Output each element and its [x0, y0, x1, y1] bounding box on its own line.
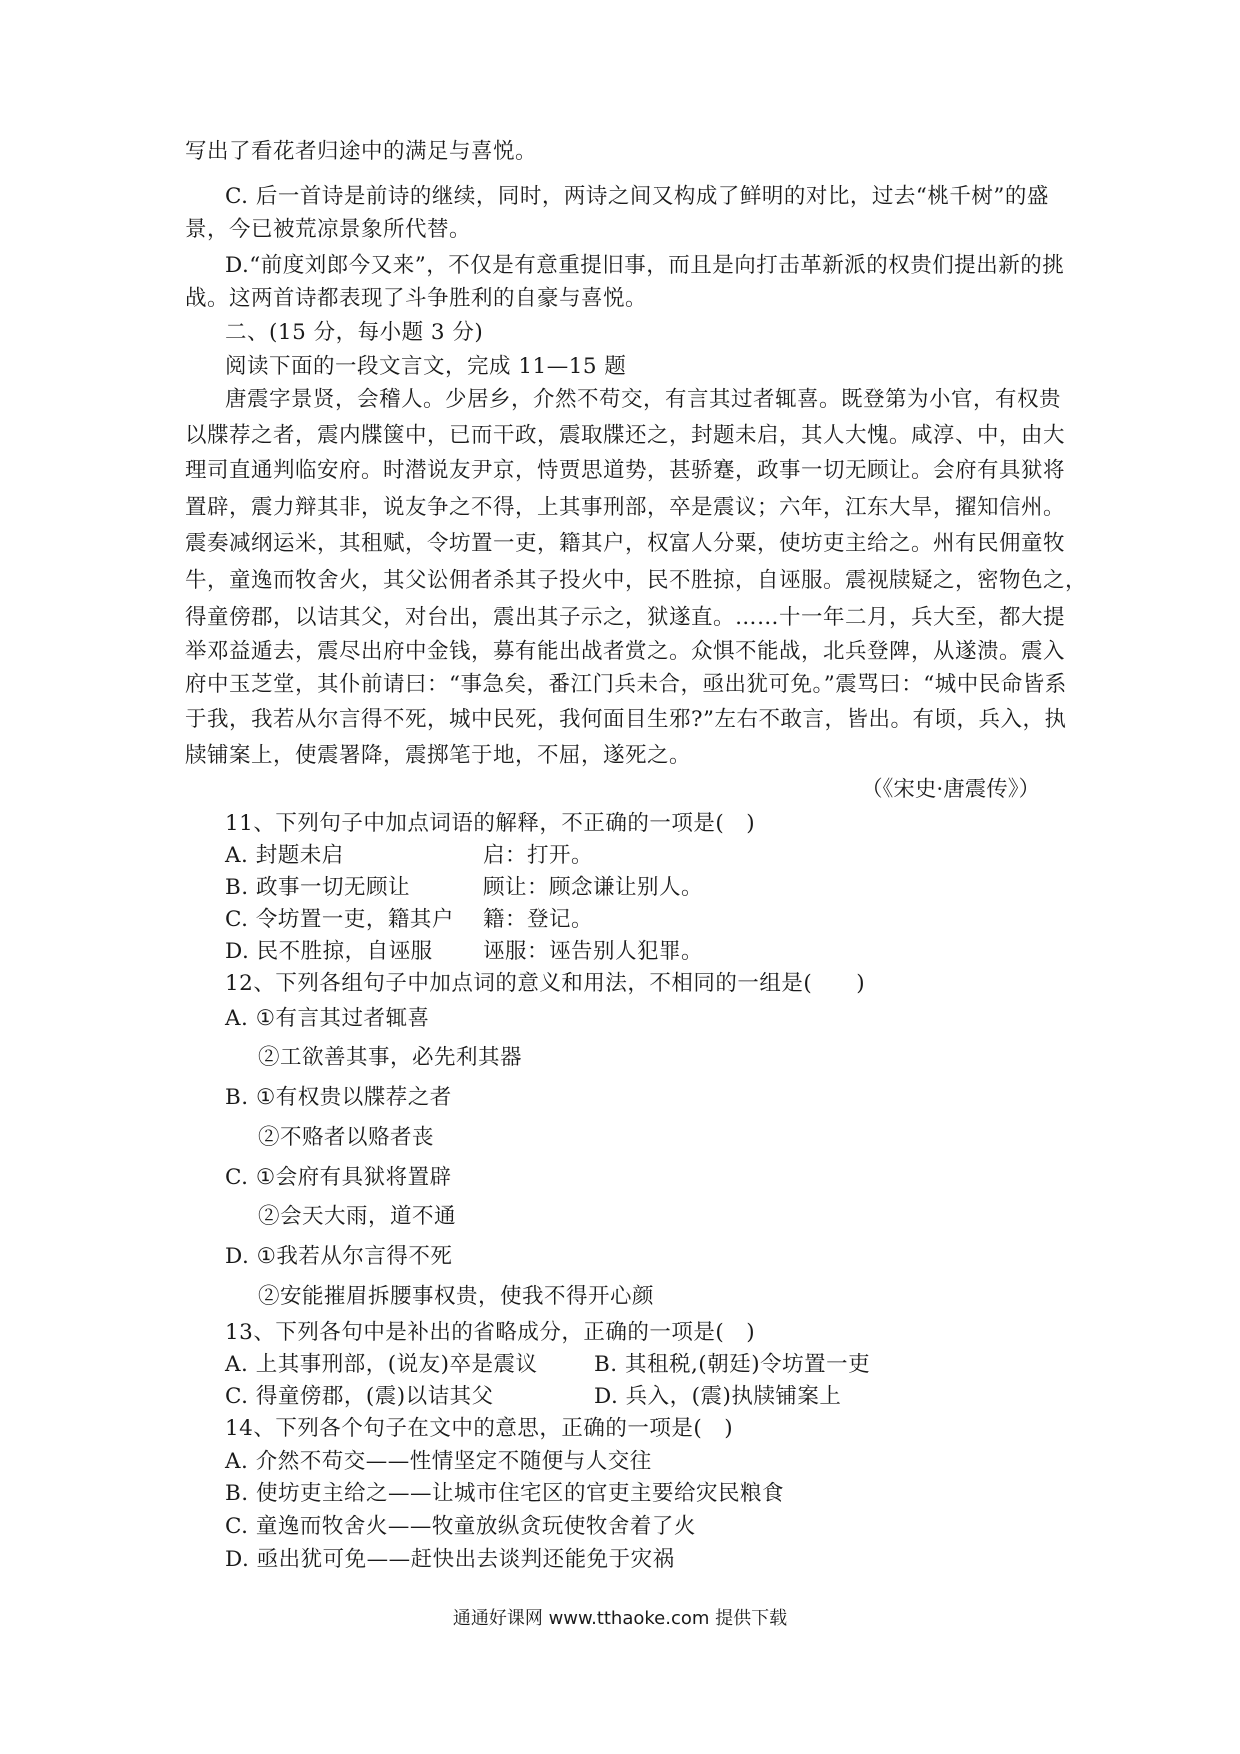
q13-option-c: C. 得童傍郡，(震)以诘其父 [225, 1384, 494, 1409]
q13-stem: 13、下列各句中是补出的省略成分，正确的一项是( ) [225, 1320, 756, 1345]
passage-line: 于我，我若从尔言得不死，城中民死，我何面目生邪?”左右不敢言，皆出。有顷，兵入，执 [185, 707, 1067, 732]
passage-line: 置辟，震力辩其非，说友争之不得，上其事刑部，卒是震议；六年，江东大旱，擢知信州。 [185, 495, 1066, 520]
section-heading: 二、(15 分，每小题 3 分) [225, 320, 484, 345]
q11-option-b-gloss: 顾让：顾念谦让别人。 [483, 875, 704, 900]
passage-source: （《宋史·唐震传》） [861, 777, 1040, 802]
q14-option-c: C. 童逸而牧舍火——牧童放纵贪玩使牧舍着了火 [225, 1514, 696, 1539]
passage-line: 震奏减纲运米，其租赋，令坊置一吏，籍其户，权富人分粟，使坊吏主给之。州有民佣童牧 [185, 531, 1066, 556]
q12-group-a-1: A. ①有言其过者辄喜 [225, 1006, 430, 1031]
q12-group-d-2: ②安能摧眉拆腰事权贵，使我不得开心颜 [258, 1284, 655, 1309]
q10-option-c-cont: 景，今已被荒凉景象所代替。 [185, 217, 472, 242]
q13-option-a: A. 上其事刑部，(说友)卒是震议 [225, 1352, 538, 1377]
q12-group-c-2: ②会天大雨，道不通 [258, 1204, 457, 1229]
q12-stem: 12、下列各组句子中加点词的意义和用法，不相同的一组是( ) [225, 971, 866, 996]
q10-option-d-cont: 战。这两首诗都表现了斗争胜利的自豪与喜悦。 [185, 286, 648, 311]
reading-instruction: 阅读下面的一段文言文，完成 11—15 题 [225, 354, 627, 379]
passage-line: 唐震字景贤，会稽人。少居乡，介然不苟交，有言其过者辄喜。既登第为小官，有权贵 [225, 387, 1062, 412]
passage-line: 牍铺案上，使震署降，震掷笔于地，不屈，遂死之。 [185, 743, 692, 768]
q14-option-b: B. 使坊吏主给之——让城市住宅区的官吏主要给灾民粮食 [225, 1481, 784, 1506]
passage-line: 牛，童逸而牧舍火，其父讼佣者杀其子投火中，民不胜掠，自诬服。震视牍疑之，密物色之， [185, 568, 1088, 593]
q11-stem: 11、下列句子中加点词语的解释，不正确的一项是( ) [225, 811, 756, 836]
q10-option-c: C. 后一首诗是前诗的继续，同时，两诗之间又构成了鲜明的对比，过去“桃千树”的盛 [225, 184, 1049, 209]
q14-option-a: A. 介然不苟交——性情坚定不随便与人交往 [225, 1449, 652, 1474]
q10-continuation: 写出了看花者归途中的满足与喜悦。 [185, 139, 538, 164]
q11-option-a: A. 封题未启 [225, 843, 344, 868]
page-footer: 通通好课网 www.tthaoke.com 提供下载 [452, 1608, 788, 1629]
passage-line: 得童傍郡，以诘其父，对台出，震出其子示之，狱遂直。……十一年二月，兵大至，都大提 [185, 605, 1066, 630]
q11-option-b: B. 政事一切无顾让 [225, 875, 410, 900]
passage-line: 举邓益遁去，震尽出府中金钱，募有能出战者赏之。众惧不能战，北兵登陴，从遂溃。震入 [185, 639, 1066, 664]
q12-group-c-1: C. ①会府有具狱将置辟 [225, 1165, 452, 1190]
q10-option-d: D.“前度刘郎今又来”，不仅是有意重提旧事，而且是向打击革新派的权贵们提出新的挑 [225, 253, 1065, 278]
q11-option-c: C. 令坊置一吏，籍其户 [225, 907, 454, 932]
q14-option-d: D. 亟出犹可免——赶快出去谈判还能免于灾祸 [225, 1547, 675, 1572]
passage-line: 以牒荐之者，震内牒箧中，已而干政，震取牒还之，封题未启，其人大愧。咸淳、中，由大 [185, 423, 1066, 448]
q12-group-d-1: D. ①我若从尔言得不死 [225, 1244, 453, 1269]
q11-option-c-gloss: 籍：登记。 [483, 907, 594, 932]
q12-group-a-2: ②工欲善其事，必先利其器 [258, 1045, 523, 1070]
q13-option-b: B. 其租税,(朝廷)令坊置一吏 [594, 1352, 871, 1377]
passage-line: 理司直通判临安府。时潜说友尹京，恃贾思道势，甚骄蹇，政事一切无顾让。会府有具狱将 [185, 458, 1066, 483]
passage-line: 府中玉芝堂，其仆前请曰：“事急矣，番江门兵未合，亟出犹可免。”震骂曰：“城中民命皆系 [185, 672, 1067, 697]
q13-option-d: D. 兵入，(震)执牍铺案上 [594, 1384, 842, 1409]
q12-group-b-1: B. ①有权贵以牒荐之者 [225, 1085, 452, 1110]
q11-option-d: D. 民不胜掠，自诬服 [225, 939, 433, 964]
q11-option-a-gloss: 启：打开。 [483, 843, 594, 868]
q12-group-b-2: ②不赂者以赂者丧 [258, 1125, 435, 1150]
q11-option-d-gloss: 诬服：诬告别人犯罪。 [483, 939, 704, 964]
q14-stem: 14、下列各个句子在文中的意思，正确的一项是( ) [225, 1416, 734, 1441]
